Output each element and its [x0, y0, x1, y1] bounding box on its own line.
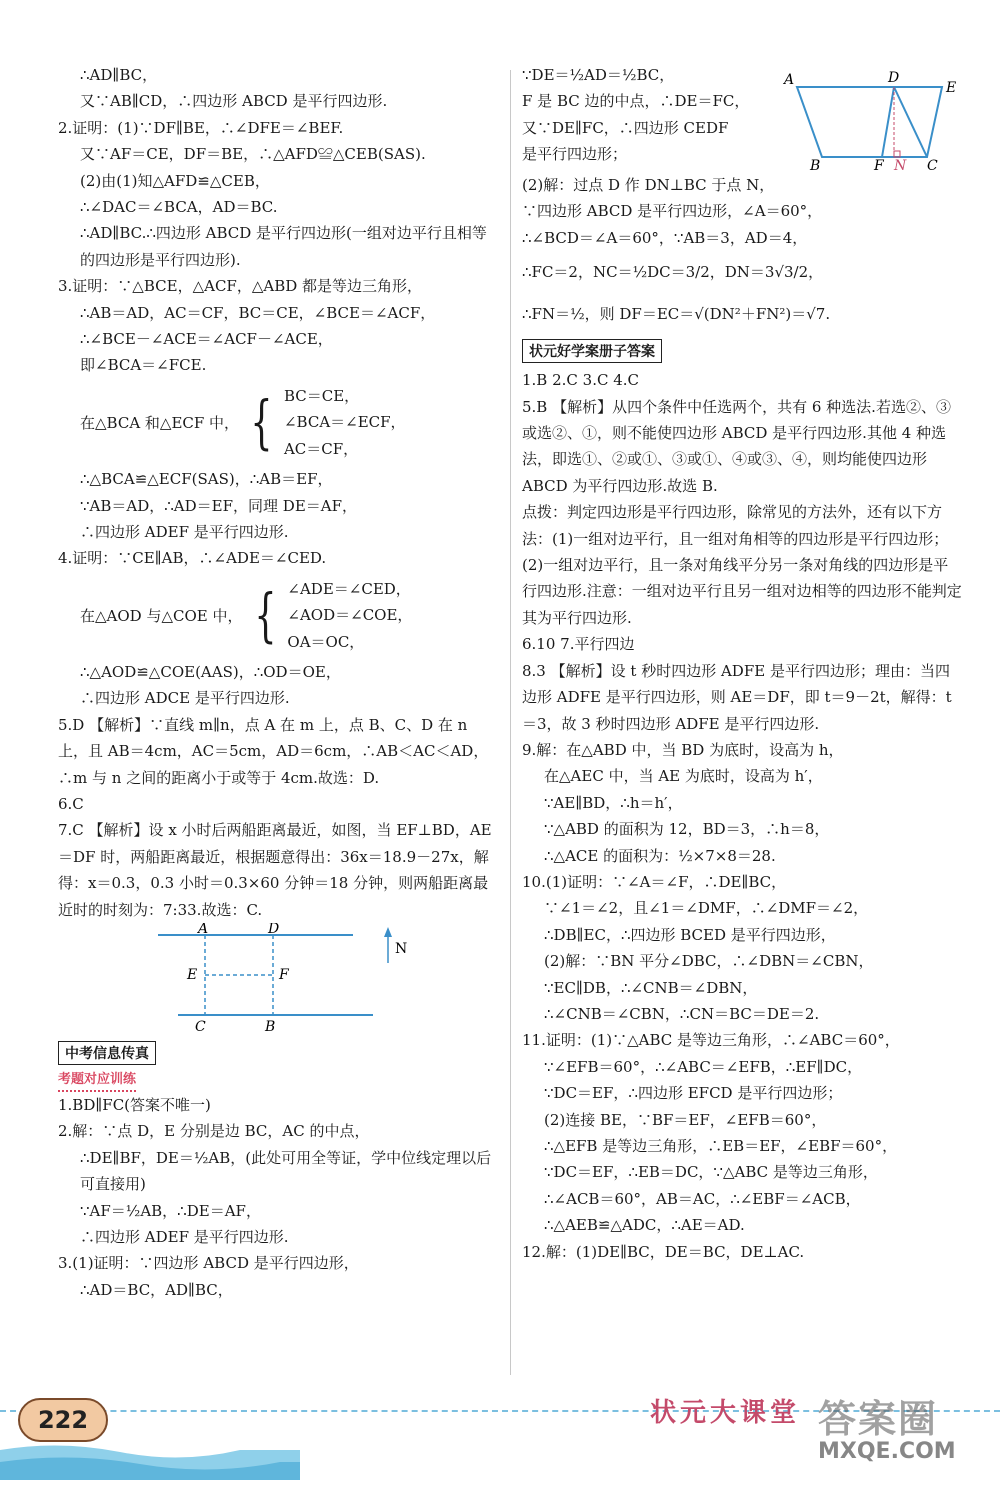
- figure-label: C: [927, 158, 938, 172]
- answer-line: 又∵DE∥FC，∴四边形 CEDF: [522, 118, 729, 137]
- answer-line: ∵∠EFB＝60°，∴∠ABC＝∠EFB，∴EF∥DC，: [544, 1057, 863, 1076]
- answer-line: ∴AD∥BC.∴四边形 ABCD 是平行四边形(一组对边平行且相等的四边形是平行四边形).: [80, 224, 487, 269]
- answer-line: ∵DC＝EF，∴四边形 EFCD 是平行四边形；: [544, 1084, 843, 1103]
- question-8: 8.3 【解析】设 t 秒时四边形 ADFE 是平行四边形；理由：当四边形 ADFE 是平行四边形，则 AE＝DF，即 t＝9－2t，解得：t＝3，故 3 秒时四边形 ADFE 是平行四边形.: [522, 661, 952, 733]
- answer-line: 在△AEC 中，当 AE 为底时，设高为 h′，: [544, 767, 823, 786]
- answer-line: 即∠BCA＝∠FCE.: [80, 356, 207, 375]
- figure-label: D: [888, 70, 900, 86]
- question-6: 6.C: [58, 794, 84, 813]
- answer-line: ∴∠ACB＝60°，AB＝AC，∴∠EBF＝∠ACB，: [544, 1189, 861, 1208]
- answer-line: ∴AD∥BC，: [80, 66, 158, 84]
- figure-row: [522, 62, 962, 172]
- question-11: 11.证明：(1)∵△ABC 是等边三角形，∴∠ABC＝60°，: [522, 1031, 900, 1050]
- brand-logo: 状元大课堂: [650, 1398, 801, 1428]
- text-block: [522, 62, 782, 172]
- equation-system: [58, 576, 498, 655]
- system-line: BC＝CE，: [283, 386, 360, 405]
- brace-icon: {: [250, 388, 273, 457]
- figure-label: F: [874, 158, 884, 172]
- section-title: 状元好学案册子答案: [522, 339, 662, 363]
- answer-line: (2)解：∵BN 平分∠DBC，∴∠DBN＝∠CBN，: [544, 952, 874, 971]
- answer-line: ∴∠CNB＝∠CBN，∴CN＝BC＝DE＝2.: [544, 1004, 820, 1023]
- system-intro: 在△BCA 和△ECF 中，: [80, 413, 240, 432]
- wave-decoration: [0, 1440, 300, 1480]
- hint-paragraph: 点拨：判定四边形是平行四边形，除常见的方法外，还有以下方法：(1)一组对边平行，且一组对角相等的四边形是平行四边形；(2)一组对边平行，且一条对角线平分另一条对角线的四边形是平行四边形.注意：一组对边平行且另一组对边相等的四边形不能判定其为平行四边形.: [522, 503, 962, 627]
- system-line: ∠BCA＝∠ECF，: [283, 413, 406, 432]
- question-5b: 5.B 【解析】从四个条件中任选两个，共有 6 种选法.若选②、③或选②、①，则不能使四边形 ABCD 是平行四边形.其他 4 种选法，即选①、②或①、③或①、④或③、④，则均能使四边形 ABCD 为平行四边形.故选 B.: [522, 397, 951, 495]
- figure-label: N: [894, 158, 907, 172]
- answer-line: (2)解：过点 D 作 DN⊥BC 于点 N，: [522, 176, 775, 194]
- answer-line: ∴AB＝AD，AC＝CF，BC＝CE，∠BCE＝∠ACF，: [80, 303, 436, 322]
- answer-line: ∴△BCA≌△ECF(SAS)，∴AB＝EF，: [80, 470, 333, 489]
- answer-line: ∴DB∥EC，∴四边形 BCED 是平行四边形，: [544, 925, 836, 944]
- exam-answer: 1.BD∥FC(答案不唯一): [58, 1096, 211, 1114]
- question-12: 12.解：(1)DE∥BC，DE＝BC，DE⊥AC.: [522, 1242, 805, 1261]
- system-line: ∠AOD＝∠COE，: [287, 606, 413, 625]
- answer-line: ∴DE∥BF，DE＝½AB，(此处可用全等证，学中位线定理以后可直接用): [80, 1148, 492, 1194]
- system-lines: [284, 383, 406, 462]
- figure-label: E: [187, 967, 198, 983]
- answer-line: (2)由(1)知△AFD≌△CEB，: [80, 171, 270, 190]
- answer-line: 又∵AF＝CE，DF＝BE，∴△AFD≌△CEB(SAS).: [80, 145, 426, 164]
- equation-system: [58, 383, 498, 462]
- answer-line: F 是 BC 边的中点，∴DE＝FC，: [522, 92, 750, 111]
- left-column: [58, 62, 498, 1303]
- answer-line: 是平行四边形；: [522, 145, 628, 164]
- answer-line: ∴∠BCE－∠ACE＝∠ACF－∠ACE，: [80, 330, 333, 349]
- figure-label: B: [810, 158, 821, 172]
- figure-label: C: [195, 1019, 206, 1033]
- answer-line: ∵AF＝½AB，∴DE＝AF，: [80, 1201, 261, 1220]
- figure-label: B: [265, 1019, 276, 1033]
- answer-line: ∴∠BCD＝∠A＝60°，∵AB＝3，AD＝4，: [522, 228, 808, 247]
- figure-label: D: [268, 923, 280, 937]
- question-3: 3.证明：∵△BCE，△ACF，△ABD 都是等边三角形，: [58, 277, 423, 296]
- page-number: 222: [18, 1398, 108, 1442]
- answer-line: ∴FC＝2，NC＝½DC＝3/2，DN＝3√3/2，: [522, 263, 824, 282]
- system-line: ∠ADE＝∠CED，: [287, 579, 411, 598]
- question-9: 9.解：在△ABD 中，当 BD 为底时，设高为 h，: [522, 740, 844, 759]
- answer-line: ∴四边形 ADCE 是平行四边形.: [80, 689, 290, 708]
- system-line: AC＝CF，: [283, 439, 359, 458]
- answer-line: ∴FN＝½，则 DF＝EC＝√(DN²＋FN²)＝√7.: [522, 305, 831, 324]
- section-title: 中考信息传真: [58, 1041, 156, 1065]
- question-2: 2.证明：(1)∵DF∥BE，∴∠DFE＝∠BEF.: [58, 118, 344, 137]
- figure-label: E: [946, 80, 957, 96]
- answer-line: 又∵AB∥CD，∴四边形 ABCD 是平行四边形.: [80, 92, 388, 111]
- figure-label: F: [279, 967, 289, 983]
- answer-line: ∴四边形 ADEF 是平行四边形.: [80, 522, 289, 541]
- figure-label: A: [198, 923, 209, 937]
- subsection-title: 考题对应训练: [58, 1070, 136, 1092]
- exam-answer: 3.(1)证明：∵四边形 ABCD 是平行四边形，: [58, 1254, 359, 1273]
- parallelogram-figure: [782, 62, 962, 172]
- system-lines: [287, 576, 412, 655]
- answer-line: ∵AE∥BD，∴h＝h′，: [544, 793, 683, 812]
- question-4: 4.证明：∵CE∥AB，∴∠ADE＝∠CED.: [58, 549, 327, 568]
- answer-line: ∵DE＝½AD＝½BC，: [522, 66, 675, 84]
- answer-line: ∴AD＝BC，AD∥BC，: [80, 1280, 233, 1299]
- right-column: [522, 62, 962, 1265]
- column-divider: [510, 70, 511, 1375]
- answer-line: (2)连接 BE，∵BF＝EF，∠EFB＝60°，: [544, 1110, 827, 1129]
- brace-icon: {: [253, 581, 277, 650]
- answer-line: ∵DC＝EF，∴EB＝DC，∵△ABC 是等边三角形，: [544, 1163, 878, 1182]
- watermark-url: MXQE.COM: [818, 1439, 956, 1464]
- answer-line: ∴∠DAC＝∠BCA，AD＝BC.: [80, 198, 278, 217]
- question-7: 7.C 【解析】设 x 小时后两船距离最近，如图，当 EF⊥BD，AE＝DF 时，两船距离最近，根据题意得出：36x＝18.9－27x，解得：x＝0.3，0.3 小时＝0.3×60 分钟＝18 分钟，则两船距离最近时的时刻为：7:33.故选：C.: [58, 821, 492, 919]
- system-line: OA＝OC，: [287, 632, 365, 651]
- answer-line: ∴△EFB 是等边三角形，∴EB＝EF，∠EBF＝60°，: [544, 1137, 898, 1155]
- watermark-title: 答案圈: [818, 1397, 939, 1441]
- answer-line: ∴△AOD≌△COE(AAS)，∴OD＝OE，: [80, 662, 341, 681]
- exam-answer: 2.解：∵点 D，E 分别是边 BC，AC 的中点，: [58, 1122, 370, 1141]
- watermark: [818, 1388, 988, 1468]
- answer-line: ∵四边形 ABCD 是平行四边形，∠A＝60°，: [522, 202, 823, 221]
- answer-line: ∵△ABD 的面积为 12，BD＝3，∴h＝8，: [544, 820, 830, 839]
- answer-line: ∴四边形 ADEF 是平行四边形.: [80, 1228, 289, 1247]
- choice-answers: 1.B 2.C 3.C 4.C: [522, 371, 640, 390]
- answer-line: ∵AB＝AD，∴AD＝EF，同理 DE＝AF，: [80, 496, 358, 515]
- system-intro: 在△AOD 与△COE 中，: [80, 606, 243, 625]
- fill-answers: 6.10 7.平行四边: [522, 635, 635, 654]
- figure-label: N: [395, 941, 408, 957]
- answer-line: ∴△ACE 的面积为：½×7×8＝28.: [544, 846, 776, 865]
- question-5: 5.D 【解析】∵直线 m∥n，点 A 在 m 上，点 B、C、D 在 n 上，且 AB＝4cm，AC＝5cm，AD＝6cm，∴AB＜AC＜AD，∴m 与 n 之间的距离小于或等于 4cm.故选：D.: [58, 715, 489, 787]
- answer-line: ∵EC∥DB，∴∠CNB＝∠DBN，: [544, 978, 758, 997]
- answer-line: ∵∠1＝∠2，且∠1＝∠DMF，∴∠DMF＝∠2，: [544, 899, 869, 918]
- answer-line: ∴△AEB≌△ADC，∴AE＝AD.: [544, 1216, 745, 1235]
- question-10: 10.(1)证明：∵∠A＝∠F，∴DE∥BC，: [522, 872, 787, 891]
- ship-distance-figure: [153, 923, 453, 1033]
- figure-label: A: [784, 72, 795, 88]
